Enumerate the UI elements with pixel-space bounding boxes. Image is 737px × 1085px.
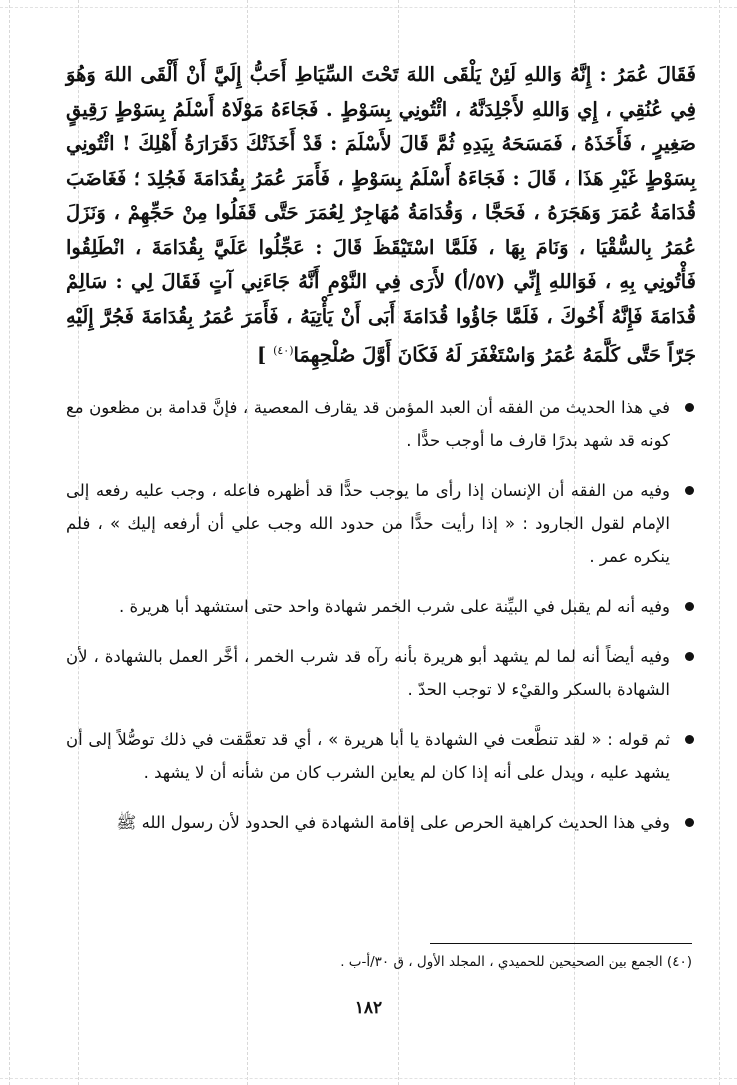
list-item-text: وفيه من الفقه أن الإنسان إذا رأى ما يوجب حدًّا قد أظهره فاعله ، وجب عليه رفعه إلى الإمام لقول الجارود : « إذا رأيت حدًّا من حدود الله وجب علي أن أرفعه إليك » ، فلم ينكره عمر .	[66, 481, 670, 566]
list-item	[66, 640, 696, 706]
commentary-list	[66, 391, 696, 839]
main-text	[66, 58, 696, 839]
scan-guide-line	[0, 1078, 737, 1079]
bullet-icon	[685, 486, 694, 495]
list-item	[66, 474, 696, 573]
list-item-text: وفي هذا الحديث كراهية الحرص على إقامة الشهادة في الحدود لأن رسول الله ﷺ	[116, 813, 670, 832]
list-item-text: في هذا الحديث من الفقه أن العبد المؤمن قد يقارف المعصية ، فإنَّ قدامة بن مظعون مع كونه قد شهد بدرًا قارف ما أوجب حدًّا .	[66, 398, 670, 450]
hadith-text: فَقَالَ عُمَرُ : إِنَّهُ وَاللهِ لَئِنْ يَلْقَى اللهَ تَحْتَ السِّيَاطِ أَحَبُّ إِلَيَّ أَنْ أَلْقَى اللهَ وَهُوَ فِي عُنُقِي ، إِي وَاللهِ لأَجْلِدَنَّهُ ، ائْتُونِي بِسَوْطٍ . فَجَاءَهُ مَوْلَاهُ أَسْلَمُ بِسَوْطٍ رَقِيقٍ صَغِيرٍ ، فَأَخَذَهُ ، فَمَسَحَهُ بِيَدِهِ ثُمَّ قَالَ لأَسْلَمَ : قَدْ أَخَذَتْكَ دَقَرَارَةُ أَهْلِكَ ! ائْتُونِي بِسَوْطٍ غَيْرِ هَذَا ، قَالَ : فَجَاءَهُ أَسْلَمُ بِسَوْطٍ ، فَأَمَرَ عُمَرُ بِقُدَامَةَ فَجُلِدَ ؛ فَغَاضَبَ قُدَامَةُ عُمَرَ وَهَجَرَهُ ، فَحَجَّا ، وَقُدَامَةُ مُهَاجِرٌ لِعُمَرَ حَتَّى قَفَلُوا مِنْ حَجِّهِمْ ، وَنَزَلَ عُمَرُ بِالسُّقْيَا ، وَنَامَ بِهَا ، فَلَمَّا اسْتَيْقَظَ قَالَ : عَجِّلُوا عَلَيَّ بِقُدَامَةَ ، انْطَلِقُوا فَأْتُونِي بِهِ ، فَوَاللهِ إِنِّي (٥٧/أ) لأَرَى فِي النَّوْمِ أَنَّهُ جَاءَنِي آتٍ فَقَالَ لِي : سَالِمْ قُدَامَةَ فَإِنَّهُ أَخُوكَ ، فَلَمَّا جَاؤُوا قُدَامَةَ أَبَى أَنْ يَأْتِيَهُ ، فَأَمَرَ عُمَرُ بِقُدَامَةَ فَجُرَّ إِلَيْهِ جَرّاً حَتَّى كَلَّمَهُ عُمَرُ وَاسْتَغْفَرَ لَهُ فَكَانَ أَوَّلَ صُلْحِهِمَا	[66, 63, 696, 367]
list-item	[66, 391, 696, 457]
list-item-text: وفيه أنه لم يقبل في البيِّنة على شرب الخمر شهادة واحد حتى استشهد أبا هريرة .	[118, 597, 670, 616]
list-item	[66, 723, 696, 789]
list-item	[66, 806, 696, 839]
list-item	[66, 590, 696, 623]
footnote-reference: (٤٠)	[273, 344, 294, 357]
closing-bracket: ]	[257, 343, 274, 367]
list-item-text: وفيه أيضاً أنه لما لم يشهد أبو هريرة بأنه رآه قد شرب الخمر ، أخَّر العمل بالشهادة ، لأن الشهادة بالسكر والقيْء لا توجب الحدّ .	[66, 647, 670, 699]
bullet-icon	[685, 403, 694, 412]
footnote: (٤٠) الجمع بين الصحيحين للحميدي ، المجلد الأول ، ق ٣٠/أ-ب .	[340, 954, 692, 970]
page-number: ١٨٢	[354, 998, 383, 1018]
bullet-icon	[685, 735, 694, 744]
scan-guide-line	[9, 0, 10, 1085]
bullet-icon	[685, 818, 694, 827]
list-item-text: ثم قوله : « لقد تنطَّعت في الشهادة يا أبا هريرة » ، أي قد تعمَّقت في ذلك توصُّلاً إلى أن يشهد عليه ، ويدل على أنه إذا كان لم يعاين الشرب كان من شأنه أن لا يشهد .	[66, 730, 670, 782]
hadith-paragraph	[66, 58, 696, 373]
footnote-separator	[430, 943, 692, 944]
scan-guide-line	[719, 0, 720, 1085]
bullet-icon	[685, 602, 694, 611]
bullet-icon	[685, 652, 694, 661]
scan-guide-line	[0, 7, 737, 8]
